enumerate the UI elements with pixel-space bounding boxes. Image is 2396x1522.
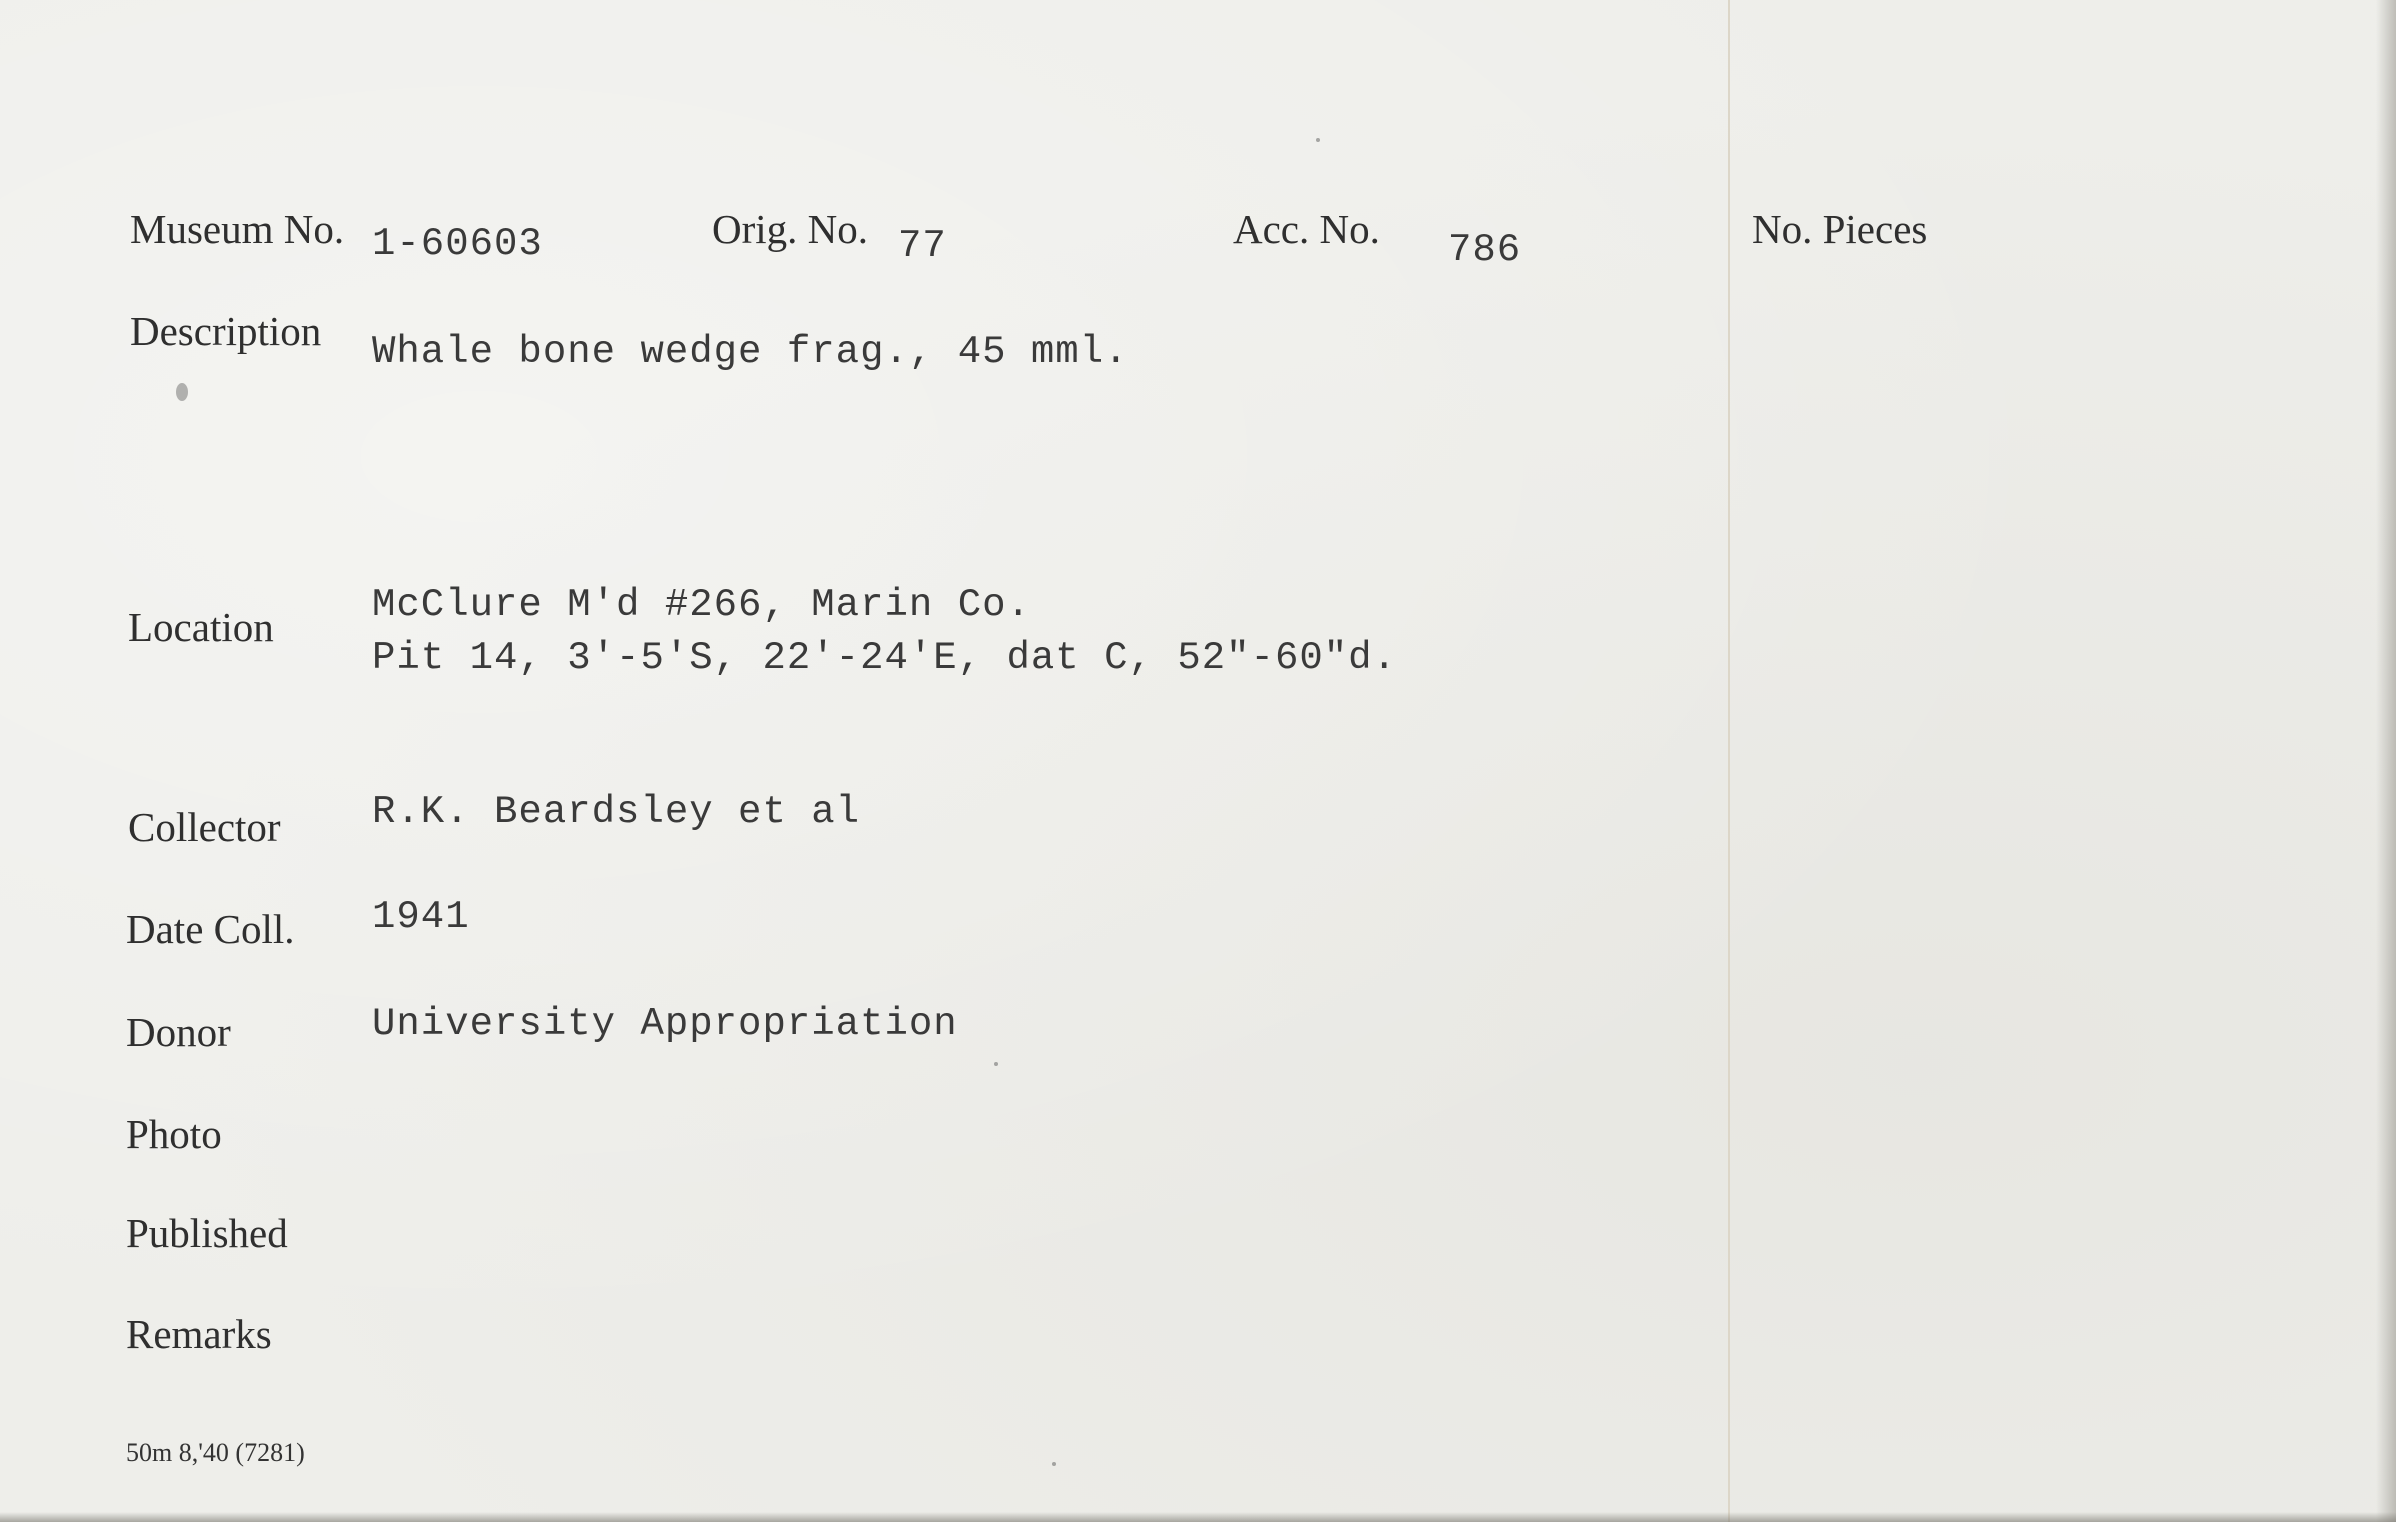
no-pieces-label: No. Pieces [1752, 206, 1928, 252]
ink-smudge [176, 383, 188, 401]
dust-speck [994, 1062, 998, 1066]
location-value-line2: Pit 14, 3'-5'S, 22'-24'E, dat C, 52"-60"d. [372, 636, 1397, 680]
museum-no-label: Museum No. [130, 206, 345, 252]
card-bottom-edge [0, 1512, 2396, 1522]
collector-value: R.K. Beardsley et al [372, 790, 861, 834]
dust-speck [1052, 1462, 1056, 1466]
published-label: Published [126, 1210, 288, 1256]
acc-no-label: Acc. No. [1233, 206, 1380, 252]
description-value: Whale bone wedge frag., 45 mml. [372, 330, 1129, 374]
vertical-rule [1728, 0, 1730, 1522]
collector-label: Collector [128, 804, 281, 850]
donor-value: University Appropriation [372, 1002, 958, 1046]
location-label: Location [128, 604, 274, 650]
location-value-line1: McClure M'd #266, Marin Co. [372, 583, 1031, 627]
donor-label: Donor [126, 1009, 231, 1055]
dust-speck [1316, 138, 1320, 142]
orig-no-value: 77 [898, 224, 947, 268]
acc-no-value: 786 [1448, 228, 1522, 272]
print-code: 50m 8,'40 (7281) [126, 1438, 305, 1467]
museum-no-value: 1-60603 [372, 222, 543, 266]
card-edge-shadow [2376, 0, 2396, 1522]
orig-no-label: Orig. No. [712, 206, 869, 252]
date-coll-value: 1941 [372, 895, 470, 939]
photo-label: Photo [126, 1111, 222, 1157]
date-coll-label: Date Coll. [126, 906, 295, 952]
description-label: Description [130, 308, 322, 354]
remarks-label: Remarks [126, 1311, 272, 1357]
